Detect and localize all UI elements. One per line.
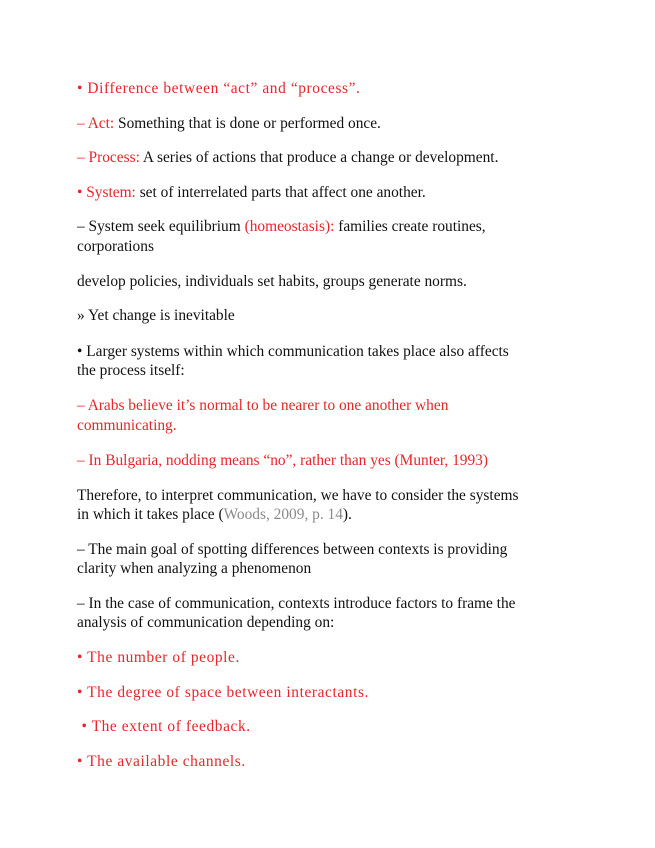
bullet-available-channels: • The available channels. xyxy=(77,753,246,770)
contexts-line-2: analysis of communication depending on: xyxy=(77,614,335,631)
change-inevitable: » Yet change is inevitable xyxy=(77,307,235,324)
bullet-number-of-people: • The number of people. xyxy=(77,649,240,666)
definition-process xyxy=(77,148,577,167)
term-system: • System: xyxy=(77,184,136,201)
equilibrium-text: – System seek equilibrium xyxy=(77,218,245,235)
system-equilibrium-line xyxy=(77,217,577,236)
definition-process-text: A series of actions that produce a change or development. xyxy=(139,149,499,166)
bullet-act-vs-process: • Difference between “act” and “process”. xyxy=(77,80,361,97)
larger-systems-line-1: • Larger systems within which communication takes place also affects xyxy=(77,343,509,360)
definition-act xyxy=(77,114,577,133)
arabs-example-line-1: – Arabs believe it’s normal to be nearer to one another when xyxy=(77,397,449,414)
therefore-line-2-start: in which it takes place ( xyxy=(77,506,224,523)
definition-system xyxy=(77,183,577,202)
contexts-line-1: – In the case of communication, contexts introduce factors to frame the xyxy=(77,595,516,612)
equilibrium-text-end: families create routines, xyxy=(334,218,486,235)
term-act: – Act: xyxy=(77,115,115,132)
arabs-example-line-2: communicating. xyxy=(77,417,177,434)
larger-systems-line-2: the process itself: xyxy=(77,362,185,379)
definition-system-text: set of interrelated parts that affect one another. xyxy=(135,184,426,201)
main-goal-line-2: clarity when analyzing a phenomenon xyxy=(77,560,312,577)
term-process: – Process: xyxy=(77,149,140,166)
definition-act-text: Something that is done or performed once. xyxy=(114,115,381,132)
therefore-line-1: Therefore, to interpret communication, we have to consider the systems xyxy=(77,487,519,504)
therefore-line-2-end: ). xyxy=(342,506,352,523)
system-equilibrium-continuation: corporations xyxy=(77,238,154,255)
bullet-space-between: • The degree of space between interactants. xyxy=(77,684,369,701)
main-goal-line-1: – The main goal of spotting differences between contexts is providing xyxy=(77,541,508,558)
bulgaria-example: – In Bulgaria, nodding means “no”, rather than yes (Munter, 1993) xyxy=(77,452,488,469)
bullet-extent-of-feedback: • The extent of feedback. xyxy=(77,718,251,735)
term-homeostasis: (homeostasis): xyxy=(244,218,335,235)
paragraph-policies: develop policies, individuals set habits, groups generate norms. xyxy=(77,273,467,290)
citation: Woods, 2009, p. 14 xyxy=(223,506,343,523)
therefore-line-2 xyxy=(77,505,577,524)
